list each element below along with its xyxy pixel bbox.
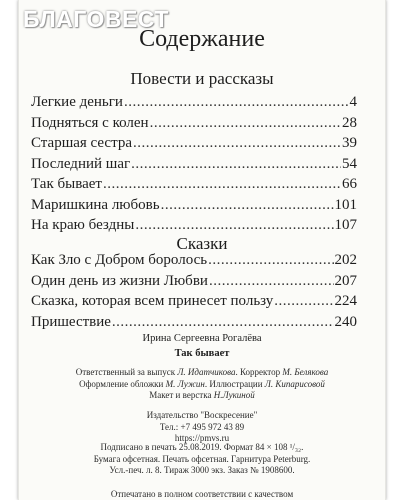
toc-entry [31, 250, 357, 271]
credits-block [19, 367, 385, 402]
layout-name: Н.Лукиной [213, 390, 255, 400]
toc-entry-page: 107 [334, 217, 357, 233]
layout-prefix: Макет и верстка [149, 390, 214, 400]
toc-leader-dots [135, 215, 333, 236]
credits-line-layout [19, 390, 385, 402]
toc-entry [31, 174, 357, 195]
toc-entry-page: 39 [342, 135, 357, 151]
toc-entry-label: Как Зло с Добром боролось [31, 252, 208, 268]
toc-leader-dots [103, 174, 341, 195]
toc-leader-dots [209, 271, 334, 292]
toc-entry-page: 54 [342, 155, 357, 172]
toc-leader-dots [274, 291, 333, 312]
publisher-block [19, 410, 385, 445]
toc-entry-page: 28 [342, 114, 357, 131]
credits-line-editor [19, 367, 385, 379]
toc-leader-dots [208, 250, 333, 271]
editor-name: Л. Идатчикова [177, 367, 236, 377]
publisher-website: https://pmvs.ru [174, 433, 230, 443]
toc-leader-dots [133, 133, 341, 154]
toc-entry-page: 202 [334, 252, 357, 268]
print-run-line: Усл.-печ. л. 8. Тираж 3000 экз. Заказ № 1908600. [109, 465, 295, 475]
toc-entry [31, 154, 357, 175]
toc-leader-dots [161, 195, 334, 216]
page-title: Содержание [139, 26, 265, 52]
toc-entry-page: 4 [349, 94, 357, 110]
section-heading-stories: Повести и рассказы [130, 69, 274, 88]
toc-leader-dots [150, 113, 341, 134]
toc-entry-label: Старшая сестра [31, 135, 132, 151]
author-name: Ирина Сергеевна Рогалёва [142, 333, 262, 344]
toc-entry-label: Легкие деньги [31, 94, 123, 110]
toc-entry [31, 312, 357, 333]
toc-list-tales [31, 250, 357, 332]
toc-entry [31, 215, 357, 236]
toc-entry-label: Подняться с колен [31, 114, 149, 131]
toc-entry-page: 224 [334, 293, 357, 309]
toc-entry-label: Так бывает [31, 176, 102, 192]
toc-entry-page: 240 [334, 313, 357, 330]
toc-entry-label: Сказка, которая всем принесет пользу [31, 293, 274, 309]
toc-leader-dots [131, 154, 341, 175]
print-paper-line: Бумага офсетная. Печать офсетная. Гарнитура Peterburg. [93, 453, 311, 464]
book-page [18, 0, 386, 500]
toc-entry [31, 113, 357, 134]
cover-designer-name: М. Лужин [165, 378, 205, 389]
toc-entry-page: 66 [342, 176, 357, 192]
toc-entry-label: Один день из жизни Любви [31, 272, 208, 289]
print-signed-line: Подписано в печать 25.08.2019. Формат 84 × 108 ¹/₃₂. [100, 442, 304, 452]
toc-entry [31, 92, 357, 113]
toc-entry [31, 195, 357, 216]
editor-prefix: Ответственный за выпуск [75, 367, 178, 377]
credits-line-design [19, 379, 385, 391]
corrector-name: М. Белякова [282, 367, 329, 377]
toc-entry-label: Пришествие [31, 313, 111, 330]
toc-entry-page: 207 [334, 272, 357, 289]
toc-leader-dots [112, 312, 334, 333]
corrector-prefix: . Корректор [235, 367, 283, 377]
watermark: БЛАГОВЕСТ [23, 6, 169, 32]
toc-list-stories [31, 92, 357, 236]
cover-prefix: Оформление обложки [79, 378, 166, 389]
toc-entry-label: Последний шаг [31, 155, 131, 172]
toc-entry [31, 291, 357, 312]
illustrations-prefix: . Иллюстрации [204, 378, 265, 389]
toc-entry [31, 271, 357, 292]
toc-entry-label: Маришкина любовь [31, 196, 160, 213]
publisher-phone: Тел.: +7 495 972 43 89 [159, 421, 245, 432]
book-title: Так бывает [174, 348, 230, 359]
toc-leader-dots [124, 92, 349, 113]
section-heading-tales: Сказки [176, 234, 228, 253]
publisher-name: Издательство "Воскресение" [146, 410, 258, 420]
toc-entry [31, 133, 357, 154]
illustrator-name: Л. Кипарисовой [264, 378, 325, 389]
print-quality-line: Отпечатано в полном соответствии с качеством [110, 489, 294, 499]
toc-entry-page: 101 [334, 196, 357, 213]
print-details-block [19, 442, 385, 477]
toc-entry-label: На краю бездны [31, 217, 135, 233]
